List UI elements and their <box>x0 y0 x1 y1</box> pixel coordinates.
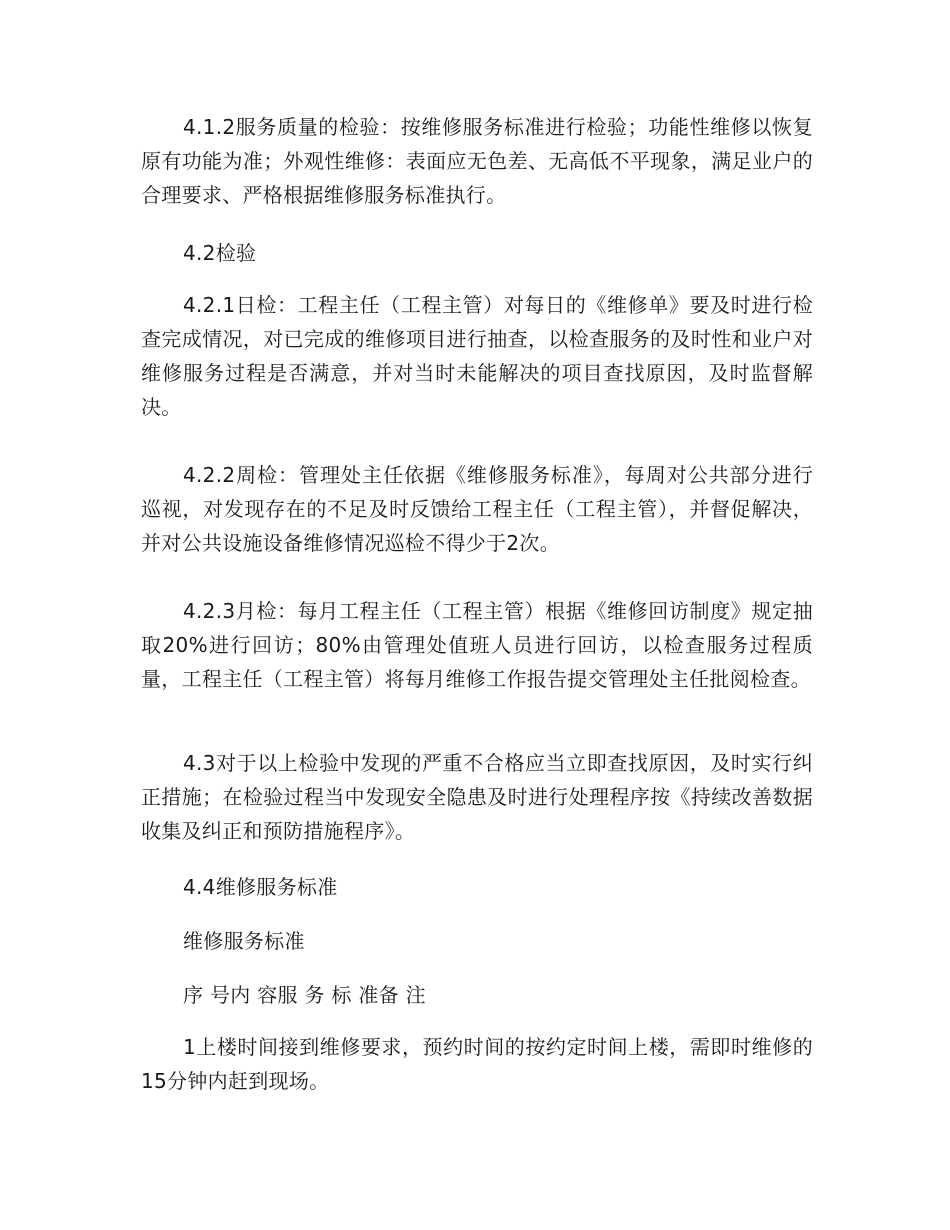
paragraph-4-1-2: 4.1.2服务质量的检验：按维修服务标准进行检验；功能性维修以恢复原有功能为准；外观性维修：表面应无色差、无高低不平现象，满足业户的合理要求、严格根据维修服务标准执行。 <box>141 115 813 207</box>
paragraph-4-2-3: 4.2.3月检：每月工程主任（工程主管）根据《维修回访制度》规定抽取20%进行回访；80%由管理处值班人员进行回访，以检查服务过程质量，工程主任（工程主管）将每月维修工作报告提交管理处主任批阅检查。 <box>141 599 813 691</box>
table-row-1: 1上楼时间接到维修要求，预约时间的按约定时间上楼，需即时维修的15分钟内赶到现场。 <box>141 1035 813 1093</box>
paragraph-4-2-2: 4.2.2周检：管理处主任依据《维修服务标准》，每周对公共部分进行巡视，对发现存在的不足及时反馈给工程主任（工程主管），并督促解决，并对公共设施设备维修情况巡检不得少于2次。 <box>141 463 813 555</box>
heading-4-4: 4.4维修服务标准 <box>183 875 338 899</box>
heading-4-2: 4.2检验 <box>183 241 257 265</box>
paragraph-4-3: 4.3对于以上检验中发现的严重不合格应当立即查找原因，及时实行纠正措施；在检验过程当中发现安全隐患及时进行处理程序按《持续改善数据收集及纠正和预防措施程序》。 <box>141 751 813 843</box>
paragraph-4-2-1: 4.2.1日检：工程主任（工程主管）对每日的《维修单》要及时进行检查完成情况，对已完成的维修项目进行抽查，以检查服务的及时性和业户对维修服务过程是否满意，并对当时未能解决的项目查找原因，及时监督解决。 <box>141 293 813 419</box>
table-header: 序 号内 容服 务 标 准备 注 <box>183 983 426 1007</box>
table-title: 维修服务标准 <box>183 929 305 953</box>
